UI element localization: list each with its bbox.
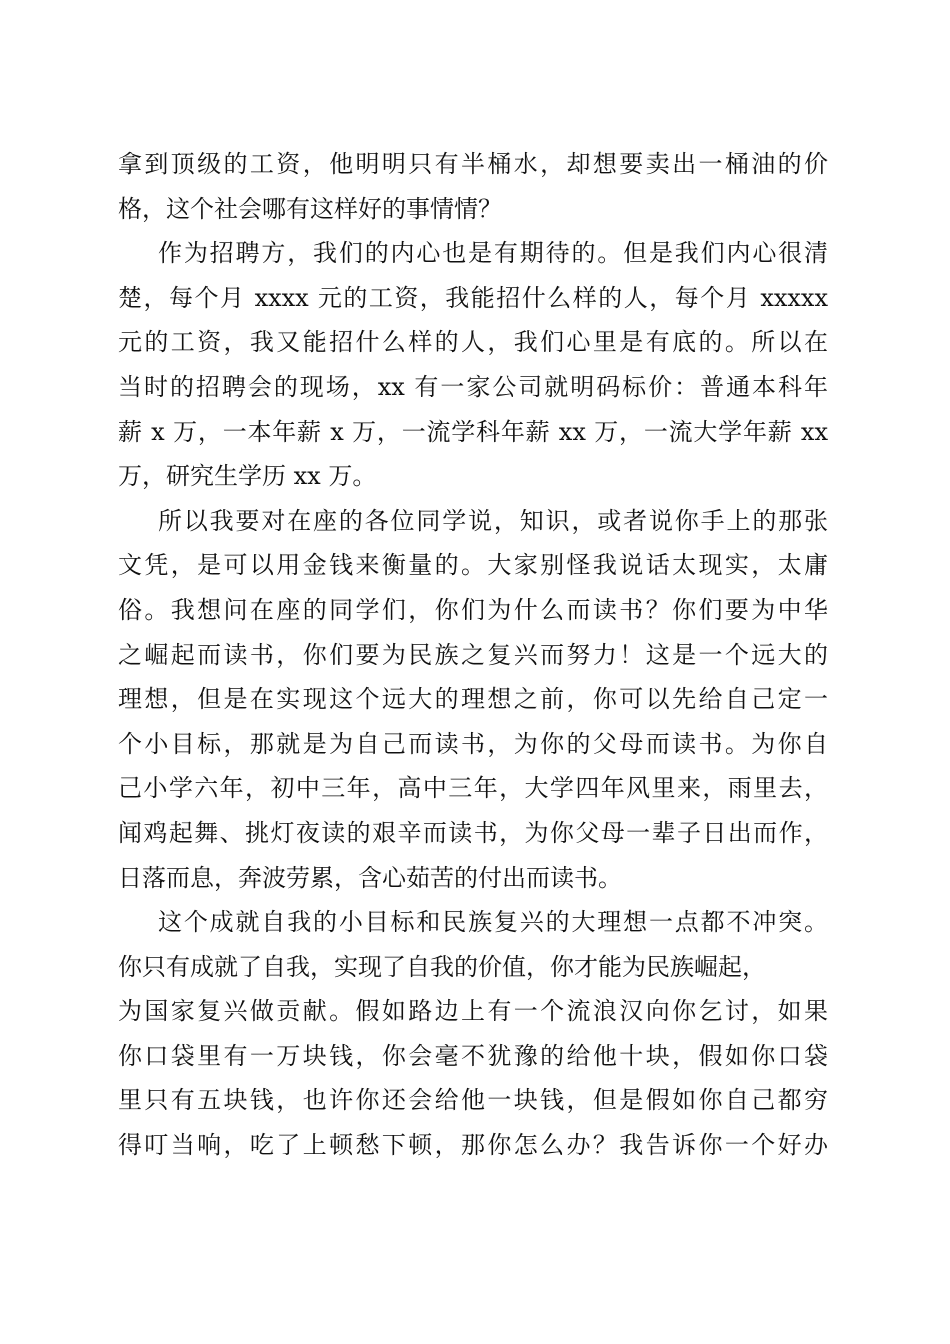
- text-line: 文凭，是可以用金钱来衡量的。大家别怪我说话太现实，太庸: [118, 551, 828, 580]
- text-line: 你口袋里有一万块钱，你会毫不犹豫的给他十块，假如你口袋: [118, 1041, 828, 1070]
- text-line: 为国家复兴做贡献。假如路边上有一个流浪汉向你乞讨，如果: [118, 997, 828, 1026]
- paragraph-first-line: 作为招聘方，我们的内心也是有期待的。但是我们内心很清: [158, 239, 828, 268]
- text-line: 万，研究生学历 xx 万。: [118, 462, 377, 491]
- text-line: 俗。我想问在座的同学们，你们为什么而读书？你们要为中华: [118, 595, 828, 624]
- text-line: 己小学六年，初中三年，高中三年，大学四年风里来，雨里去，: [118, 774, 828, 803]
- text-line: 格，这个社会哪有这样好的事情情？: [118, 194, 502, 223]
- text-line: 里只有五块钱，也许你还会给他一块钱，但是假如你自己都穷: [118, 1086, 828, 1115]
- text-line: 当时的招聘会的现场，xx 有一家公司就明码标价：普通本科年: [118, 372, 828, 401]
- body-text: [118, 142, 828, 1168]
- text-line: 闻鸡起舞、挑灯夜读的艰辛而读书，为你父母一辈子日出而作，: [118, 818, 828, 847]
- paragraph-first-line: 这个成就自我的小目标和民族复兴的大理想一点都不冲突。: [158, 908, 828, 937]
- text-line: 日落而息，奔波劳累，含心茹苦的付出而读书。: [118, 863, 622, 892]
- text-line: 理想，但是在实现这个远大的理想之前，你可以先给自己定一: [118, 685, 828, 714]
- text-line: 你只有成就了自我，实现了自我的价值，你才能为民族崛起，: [118, 952, 766, 981]
- paragraph-first-line: 所以我要对在座的各位同学说，知识，或者说你手上的那张: [158, 506, 828, 535]
- text-line: 之崛起而读书，你们要为民族之复兴而努力！这是一个远大的: [118, 640, 828, 669]
- text-line: 薪 x 万，一本年薪 x 万，一流学科年薪 xx 万，一流大学年薪 xx: [118, 417, 828, 446]
- text-line: 得叮当响，吃了上顿愁下顿，那你怎么办？我告诉你一个好办: [118, 1131, 828, 1160]
- text-line: 个小目标，那就是为自己而读书，为你的父母而读书。为你自: [118, 729, 828, 758]
- text-line: 元的工资，我又能招什么样的人，我们心里是有底的。所以在: [118, 328, 828, 357]
- text-line: 楚，每个月 xxxx 元的工资，我能招什么样的人，每个月 xxxxx: [118, 283, 828, 312]
- text-line: 拿到顶级的工资，他明明只有半桶水，却想要卖出一桶油的价: [118, 150, 828, 178]
